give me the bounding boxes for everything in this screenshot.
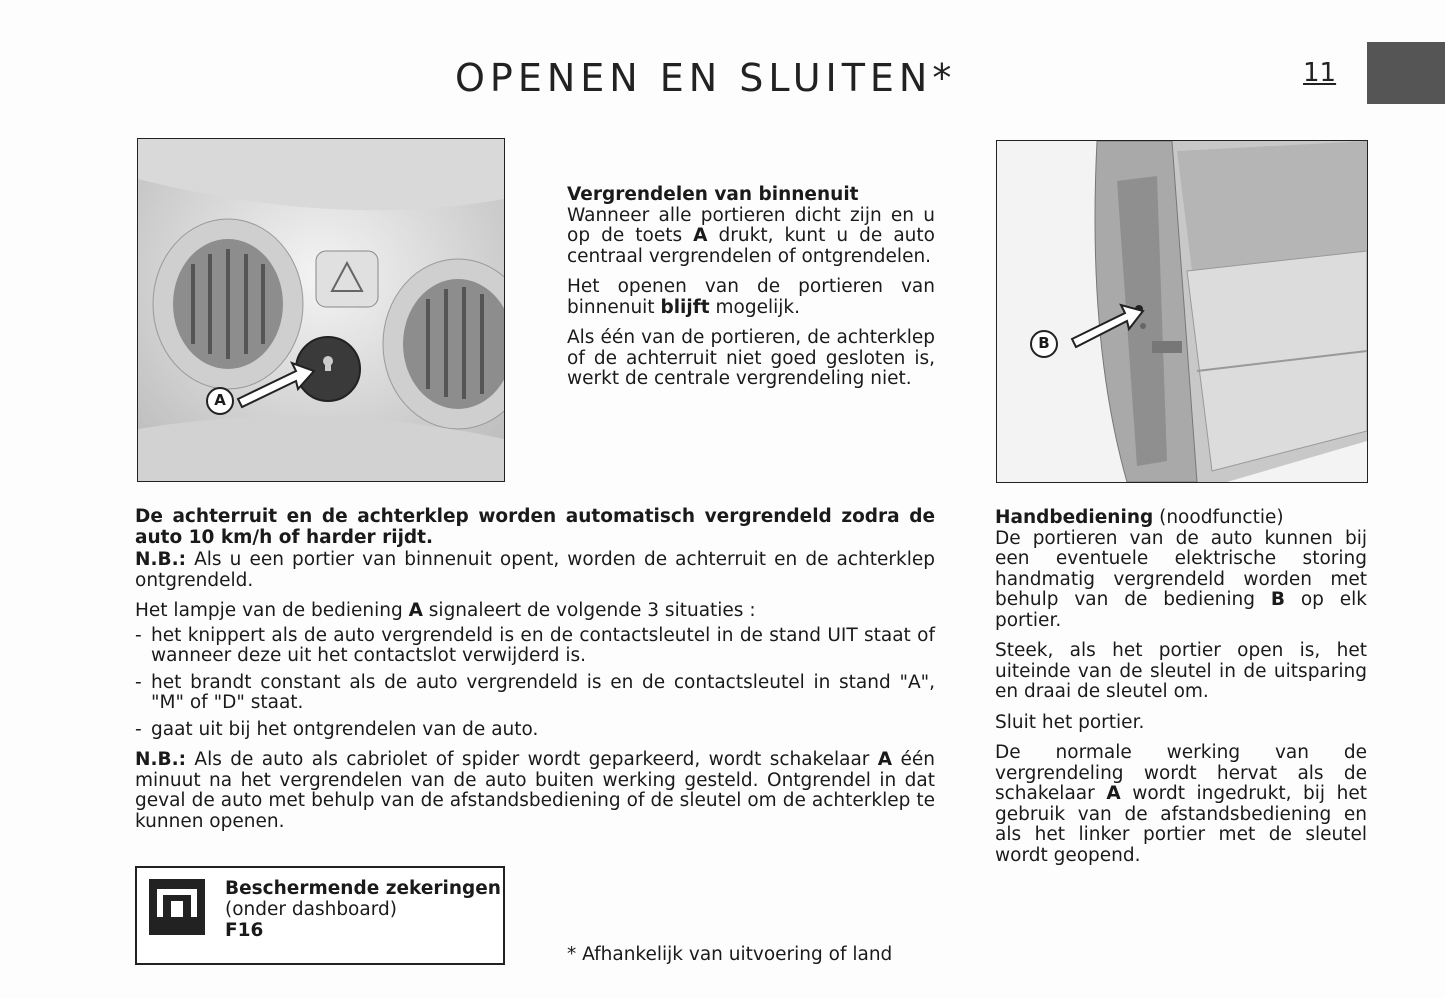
fuse-code: F16 [225, 920, 264, 941]
paragraph: Wanneer alle portieren dicht zijn en u op de toets A drukt, kunt u de auto centraal vergrendelen of ontgrendelen. [567, 204, 935, 267]
section-automatic-locking [135, 507, 935, 842]
section-manual-operation [995, 508, 1367, 876]
figure-door-manual-lock [996, 140, 1368, 483]
list-item: - het brandt constant als de auto vergrendeld is en de contactsleutel in stand "A", "M" of "D" staat. [135, 671, 935, 713]
fuse-location: (onder dashboard) [225, 899, 397, 920]
list-item: - gaat uit bij het ontgrendelen van de auto. [135, 718, 539, 740]
section-lock-from-inside [567, 185, 935, 400]
section-heading: Vergrendelen van binnenuit [567, 184, 859, 205]
dashboard-illustration [138, 139, 504, 481]
list-item: - het knippert als de auto vergrendeld is en de contactsleutel in de stand UIT staat of wanneer deze uit het contactslot verwijderd is. [135, 624, 935, 666]
callout-b-label: B [1038, 334, 1050, 352]
section-heading: Handbediening (noodfunctie) [995, 507, 1284, 528]
paragraph: Als één van de portieren, de achterklep of de achterruit niet goed gesloten is, werkt de centrale vergrendeling niet. [567, 327, 935, 389]
callout-a-label: A [214, 391, 226, 409]
bold-intro: De achterruit en de achterklep worden automatisch vergrendeld zodra de auto 10 km/h of harder rijdt. [135, 506, 935, 548]
note-paragraph: N.B.: Als u een portier van binnenuit opent, worden de achterruit en de achterklep ontgrendeld. [135, 549, 935, 591]
fuse-title: Beschermende zekeringen [225, 878, 501, 899]
page-title: OPENEN EN SLUITEN* [455, 56, 957, 100]
note-paragraph: N.B.: Als de auto als cabriolet of spider wordt geparkeerd, wordt schakelaar A één minuut na het vergrendelen van de auto buiten werking gesteld. Ontgrendel in dat geval de auto met behulp van de afstandsbediening of de sleutel om de achterklep te kunnen openen. [135, 749, 935, 832]
paragraph: Het lampje van de bediening A signaleert de volgende 3 situaties : [135, 600, 756, 621]
paragraph: De portieren van de auto kunnen bij een eventuele elektrische storing handmatig vergrendeld worden met behulp van de bediening B op elk portier. [995, 527, 1368, 631]
paragraph: Steek, als het portier open is, het uiteinde van de sleutel in de uitsparing en draai de sleutel om. [995, 640, 1367, 702]
paragraph: Het openen van de portieren van binnenuit blijft mogelijk. [567, 276, 935, 318]
fuse-text [225, 878, 501, 941]
figure-dashboard-lock-button [137, 138, 505, 482]
door-illustration [997, 141, 1367, 482]
paragraph: Sluit het portier. [995, 711, 1145, 733]
paragraph: De normale werking van de vergrendeling wordt hervat als de schakelaar A wordt ingedrukt, bij het gebruik van de afstandsbediening en als het linker portier met de sleutel wordt geopend. [995, 742, 1367, 866]
fuse-info-box [135, 866, 505, 965]
footnote: * Afhankelijk van uitvoering of land [567, 944, 893, 965]
chapter-tab [1367, 42, 1445, 104]
fuse-icon [149, 879, 205, 935]
page-number: 11 [1303, 58, 1337, 88]
